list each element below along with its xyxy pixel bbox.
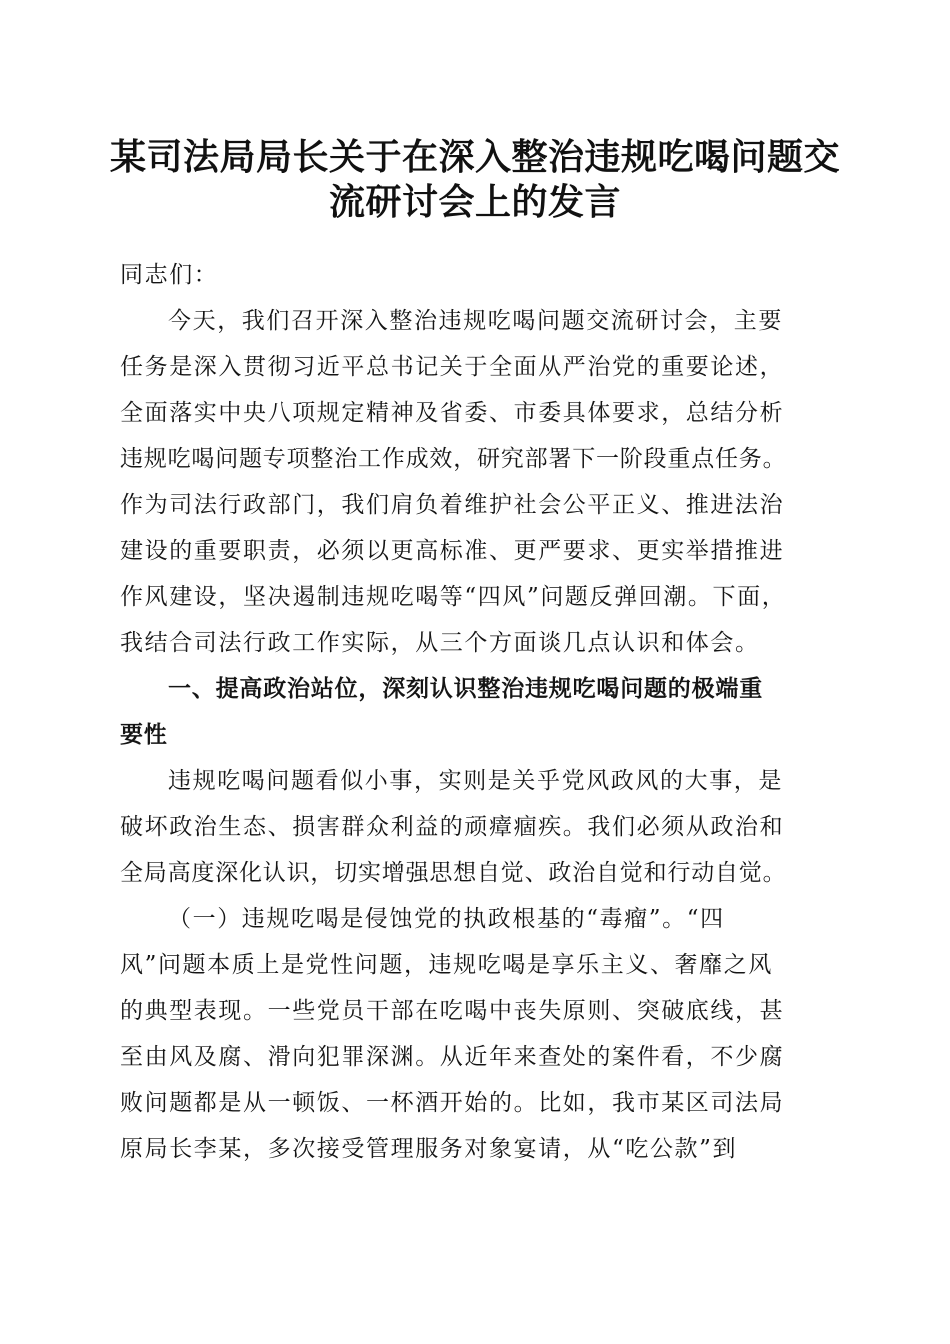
title-line: 某司法局局长关于在深入整治违规吃喝问题交 xyxy=(109,136,840,178)
document-title xyxy=(96,135,854,225)
title-line: 流研讨会上的发言 xyxy=(328,181,621,223)
intro-line: 作风建设，坚决遏制违规吃喝等“四风”问题反弹回潮。下面， xyxy=(120,584,787,610)
intro-line: 今天，我们召开深入整治违规吃喝问题交流研讨会，主要 xyxy=(168,308,783,334)
intro-line: 任务是深入贯彻习近平总书记关于全面从严治党的重要论述， xyxy=(120,354,785,380)
salutation: 同志们： xyxy=(120,262,219,288)
intro-line: 违规吃喝问题专项整治工作成效，研究部署下一阶段重点任务。 xyxy=(120,446,787,472)
subsection-line: 至由风及腐、滑向犯罪深渊。从近年来查处的案件看，不少腐 xyxy=(120,1044,785,1070)
subsection-line: 败问题都是从一顿饭、一杯酒开始的。比如，我市某区司法局 xyxy=(120,1090,785,1116)
subsection-line: 的典型表现。一些党员干部在吃喝中丧失原则、突破底线，甚 xyxy=(120,998,785,1024)
intro-line: 作为司法行政部门，我们肩负着维护社会公平正义、推进法治 xyxy=(120,492,785,518)
subsection-line: 原局长李某，多次接受管理服务对象宴请，从“吃公款”到 xyxy=(120,1136,738,1162)
section-paragraph-line: 违规吃喝问题看似小事，实则是关乎党风政风的大事，是 xyxy=(168,768,783,794)
intro-line: 我结合司法行政工作实际，从三个方面谈几点认识和体会。 xyxy=(120,630,760,656)
intro-line: 建设的重要职责，必须以更高标准、更严要求、更实举措推进 xyxy=(120,538,785,564)
intro-line: 全面落实中央八项规定精神及省委、市委具体要求，总结分析 xyxy=(120,400,785,426)
subsection-line: 风”问题本质上是党性问题，违规吃喝是享乐主义、奢靡之风 xyxy=(120,952,773,978)
section-heading-line: 一、提高政治站位，深刻认识整治违规吃喝问题的极端重 xyxy=(168,676,763,702)
section-heading-line: 要性 xyxy=(120,722,168,748)
subsection-line: （一）违规吃喝是侵蚀党的执政根基的“毒瘤”。“四 xyxy=(168,906,725,932)
section-paragraph-line: 全局高度深化认识，切实增强思想自觉、政治自觉和行动自觉。 xyxy=(120,860,787,886)
section-paragraph-line: 破坏政治生态、损害群众利益的顽瘴痼疾。我们必须从政治和 xyxy=(120,814,785,840)
document-body xyxy=(120,252,835,1172)
